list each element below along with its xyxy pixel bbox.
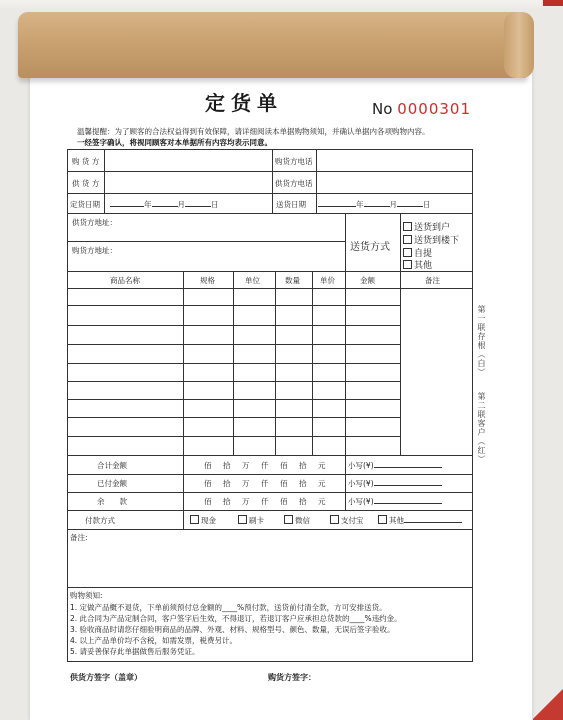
serial-value: 0000301 [397,100,471,118]
day-label: 日 [211,200,219,209]
buyer-label: 购 货 方 [72,157,100,166]
day-label: 日 [423,200,431,209]
red-corner-decoration [543,0,563,6]
terms-item-1: 1. 定做产品概不退货，下单前须预付总金额的____%预付款，送货前付清全款，方可安排送货。 [70,603,387,612]
delivery-method-label: 送货方式 [350,242,390,253]
header-product-name: 商品名称 [110,276,140,285]
header-unit-price: 单价 [320,276,335,285]
delivery-option-door[interactable]: 送货到户 [403,220,450,233]
payment-card[interactable]: 刷卡 [238,515,264,526]
checkbox-icon [284,515,293,524]
order-date-field[interactable] [110,199,219,210]
binding-roll [504,12,534,78]
checkbox-icon [190,515,199,524]
buyer-address-label: 购货方地址： [72,246,117,255]
payment-other[interactable]: 其他 [378,515,462,526]
copy-label-first: 第一联存根（白） [477,305,486,377]
checkbox-icon [403,248,412,257]
header-amount: 金额 [360,276,375,285]
checkbox-icon [403,235,412,244]
delivery-option-other[interactable]: 其他 [403,258,432,271]
delivery-option-pickup[interactable]: 自提 [403,246,432,259]
header-remarks: 备注 [425,276,440,285]
header-unit: 单位 [245,276,260,285]
balance-units: 佰 拾 万 仟 佰 拾 元 [204,497,328,506]
year-label: 年 [144,200,152,209]
checkbox-icon [403,222,412,231]
terms-item-4: 4. 以上产品单价均不含税，如需发票，税费另计。 [70,636,238,645]
payment-method-label: 付款方式 [85,516,115,525]
payment-cash[interactable]: 现金 [190,515,216,526]
delivery-date-field[interactable] [318,199,431,210]
paid-units: 佰 拾 万 仟 佰 拾 元 [204,479,328,488]
supplier-phone-label: 供货方电话 [275,179,313,188]
supplier-label: 供 货 方 [72,179,100,188]
remarks-label: 备注: [70,533,88,542]
supplier-signature-label: 供货方签字（盖章） [70,673,142,682]
month-label: 月 [177,200,185,209]
paid-small-caps[interactable]: 小写(¥) [348,478,442,489]
supplier-address-label: 供货方地址： [72,218,117,227]
form-title: 定货单 [205,91,283,115]
buyer-signature-label: 购货方签字： [268,673,316,682]
order-date-label: 定货日期 [70,200,100,209]
background-top [0,0,563,10]
notice-line-1: 温馨提醒：为了顾客的合法权益得到有效保障，请详细阅读本单据购物须知，并确认单据内各项购物内容。 [77,127,430,136]
paid-amount-label: 已付金额 [97,479,127,488]
terms-item-2: 2. 此合同为产品定制合同，客户签字后生效，不得退订，若退订客户应承担总货款的____%违约金。 [70,614,402,623]
buyer-phone-label: 购货方电话 [275,157,313,166]
serial-prefix: No [372,100,393,118]
payment-alipay[interactable]: 支付宝 [330,515,364,526]
delivery-option-downstairs[interactable]: 送货到楼下 [403,233,459,246]
notice-line-2: 一经签字确认，将视同顾客对本单据所有内容均表示同意。 [77,138,272,147]
terms-title: 购物须知: [70,591,103,600]
terms-item-3: 3. 验收商品时请您仔细验明商品的品牌、外观、材料、规格型号、颜色、数量，无误后签字验收。 [70,625,395,634]
checkbox-icon [378,515,387,524]
terms-item-5: 5. 请妥善保存此单据做售后服务凭证。 [70,647,200,656]
copy-label-second: 第二联客户（红） [477,392,486,464]
balance-label: 余 款 [97,497,127,506]
serial-number [372,100,471,118]
checkbox-icon [238,515,247,524]
header-spec: 规格 [200,276,215,285]
checkbox-icon [403,260,412,269]
red-corner-decoration-bottom [533,680,563,720]
total-units: 佰 拾 万 仟 佰 拾 元 [204,461,328,470]
month-label: 月 [389,200,397,209]
balance-small-caps[interactable]: 小写(¥) [348,496,442,507]
payment-wechat[interactable]: 微信 [284,515,310,526]
year-label: 年 [356,200,364,209]
checkbox-icon [330,515,339,524]
delivery-date-label: 送货日期 [276,200,306,209]
pad-binding-strip [18,12,528,78]
total-small-caps[interactable]: 小写(¥) [348,460,442,471]
total-amount-label: 合计金额 [97,461,127,470]
header-quantity: 数量 [285,276,300,285]
